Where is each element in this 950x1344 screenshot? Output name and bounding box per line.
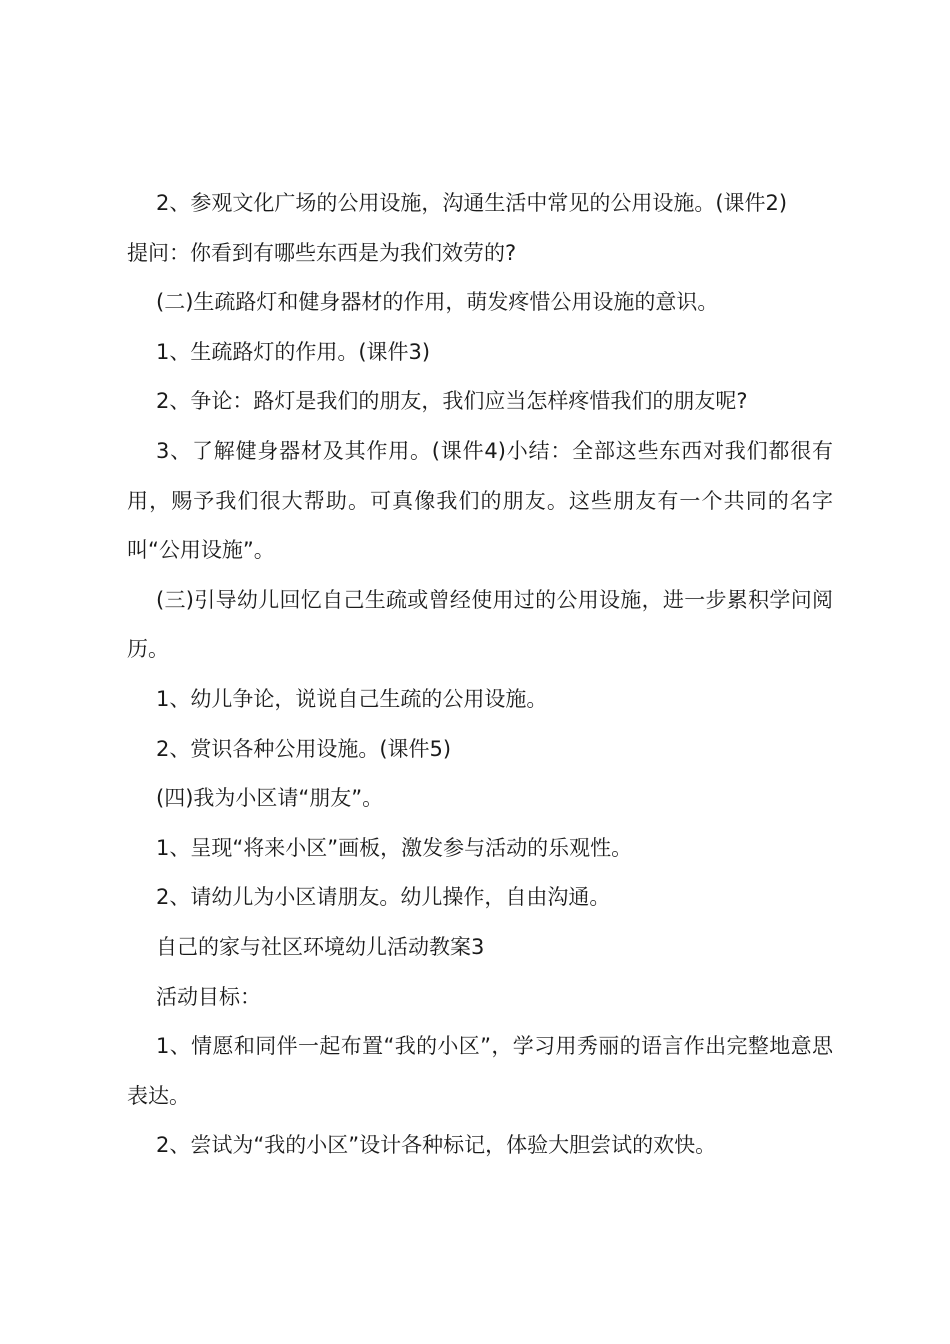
paragraph: 1、幼儿争论，说说自己生疏的公用设施。 (156, 686, 548, 711)
paragraph: 活动目标： (156, 984, 261, 1009)
paragraph: (四)我为小区请“朋友”。 (156, 786, 384, 811)
paragraph: (二)生疏路灯和健身器材的作用，萌发疼惜公用设施的意识。 (156, 290, 719, 315)
paragraph: 2、争论：路灯是我们的朋友，我们应当怎样疼惜我们的朋友呢? (156, 389, 748, 414)
paragraph: 3、了解健身器材及其作用。(课件4)小结：全部这些东西对我们都很有用，赐予我们很大帮助。可真像我们的朋友。这些朋友有一个共同的名字叫“公用设施”。 (127, 438, 833, 563)
paragraph: 1、情愿和同伴一起布置“我的小区”，学习用秀丽的语言作出完整地意思表达。 (127, 1034, 833, 1108)
document-body (127, 179, 833, 1171)
paragraph: 1、呈现“将来小区”画板，激发参与活动的乐观性。 (156, 835, 633, 860)
paragraph: 1、生疏路灯的作用。(课件3) (156, 339, 431, 364)
paragraph: 2、尝试为“我的小区”设计各种标记，体验大胆尝试的欢快。 (156, 1133, 717, 1158)
paragraph: 提问：你看到有哪些东西是为我们效劳的? (127, 240, 517, 265)
paragraph: 2、请幼儿为小区请朋友。幼儿操作，自由沟通。 (156, 885, 611, 910)
paragraph: 2、参观文化广场的公用设施，沟通生活中常见的公用设施。(课件2) (156, 191, 788, 215)
paragraph: (三)引导幼儿回忆自己生疏或曾经使用过的公用设施，进一步累积学问阅历。 (127, 587, 833, 662)
section-heading: 自己的家与社区环境幼儿活动教案3 (156, 934, 485, 959)
paragraph: 2、赏识各种公用设施。(课件5) (156, 736, 452, 761)
